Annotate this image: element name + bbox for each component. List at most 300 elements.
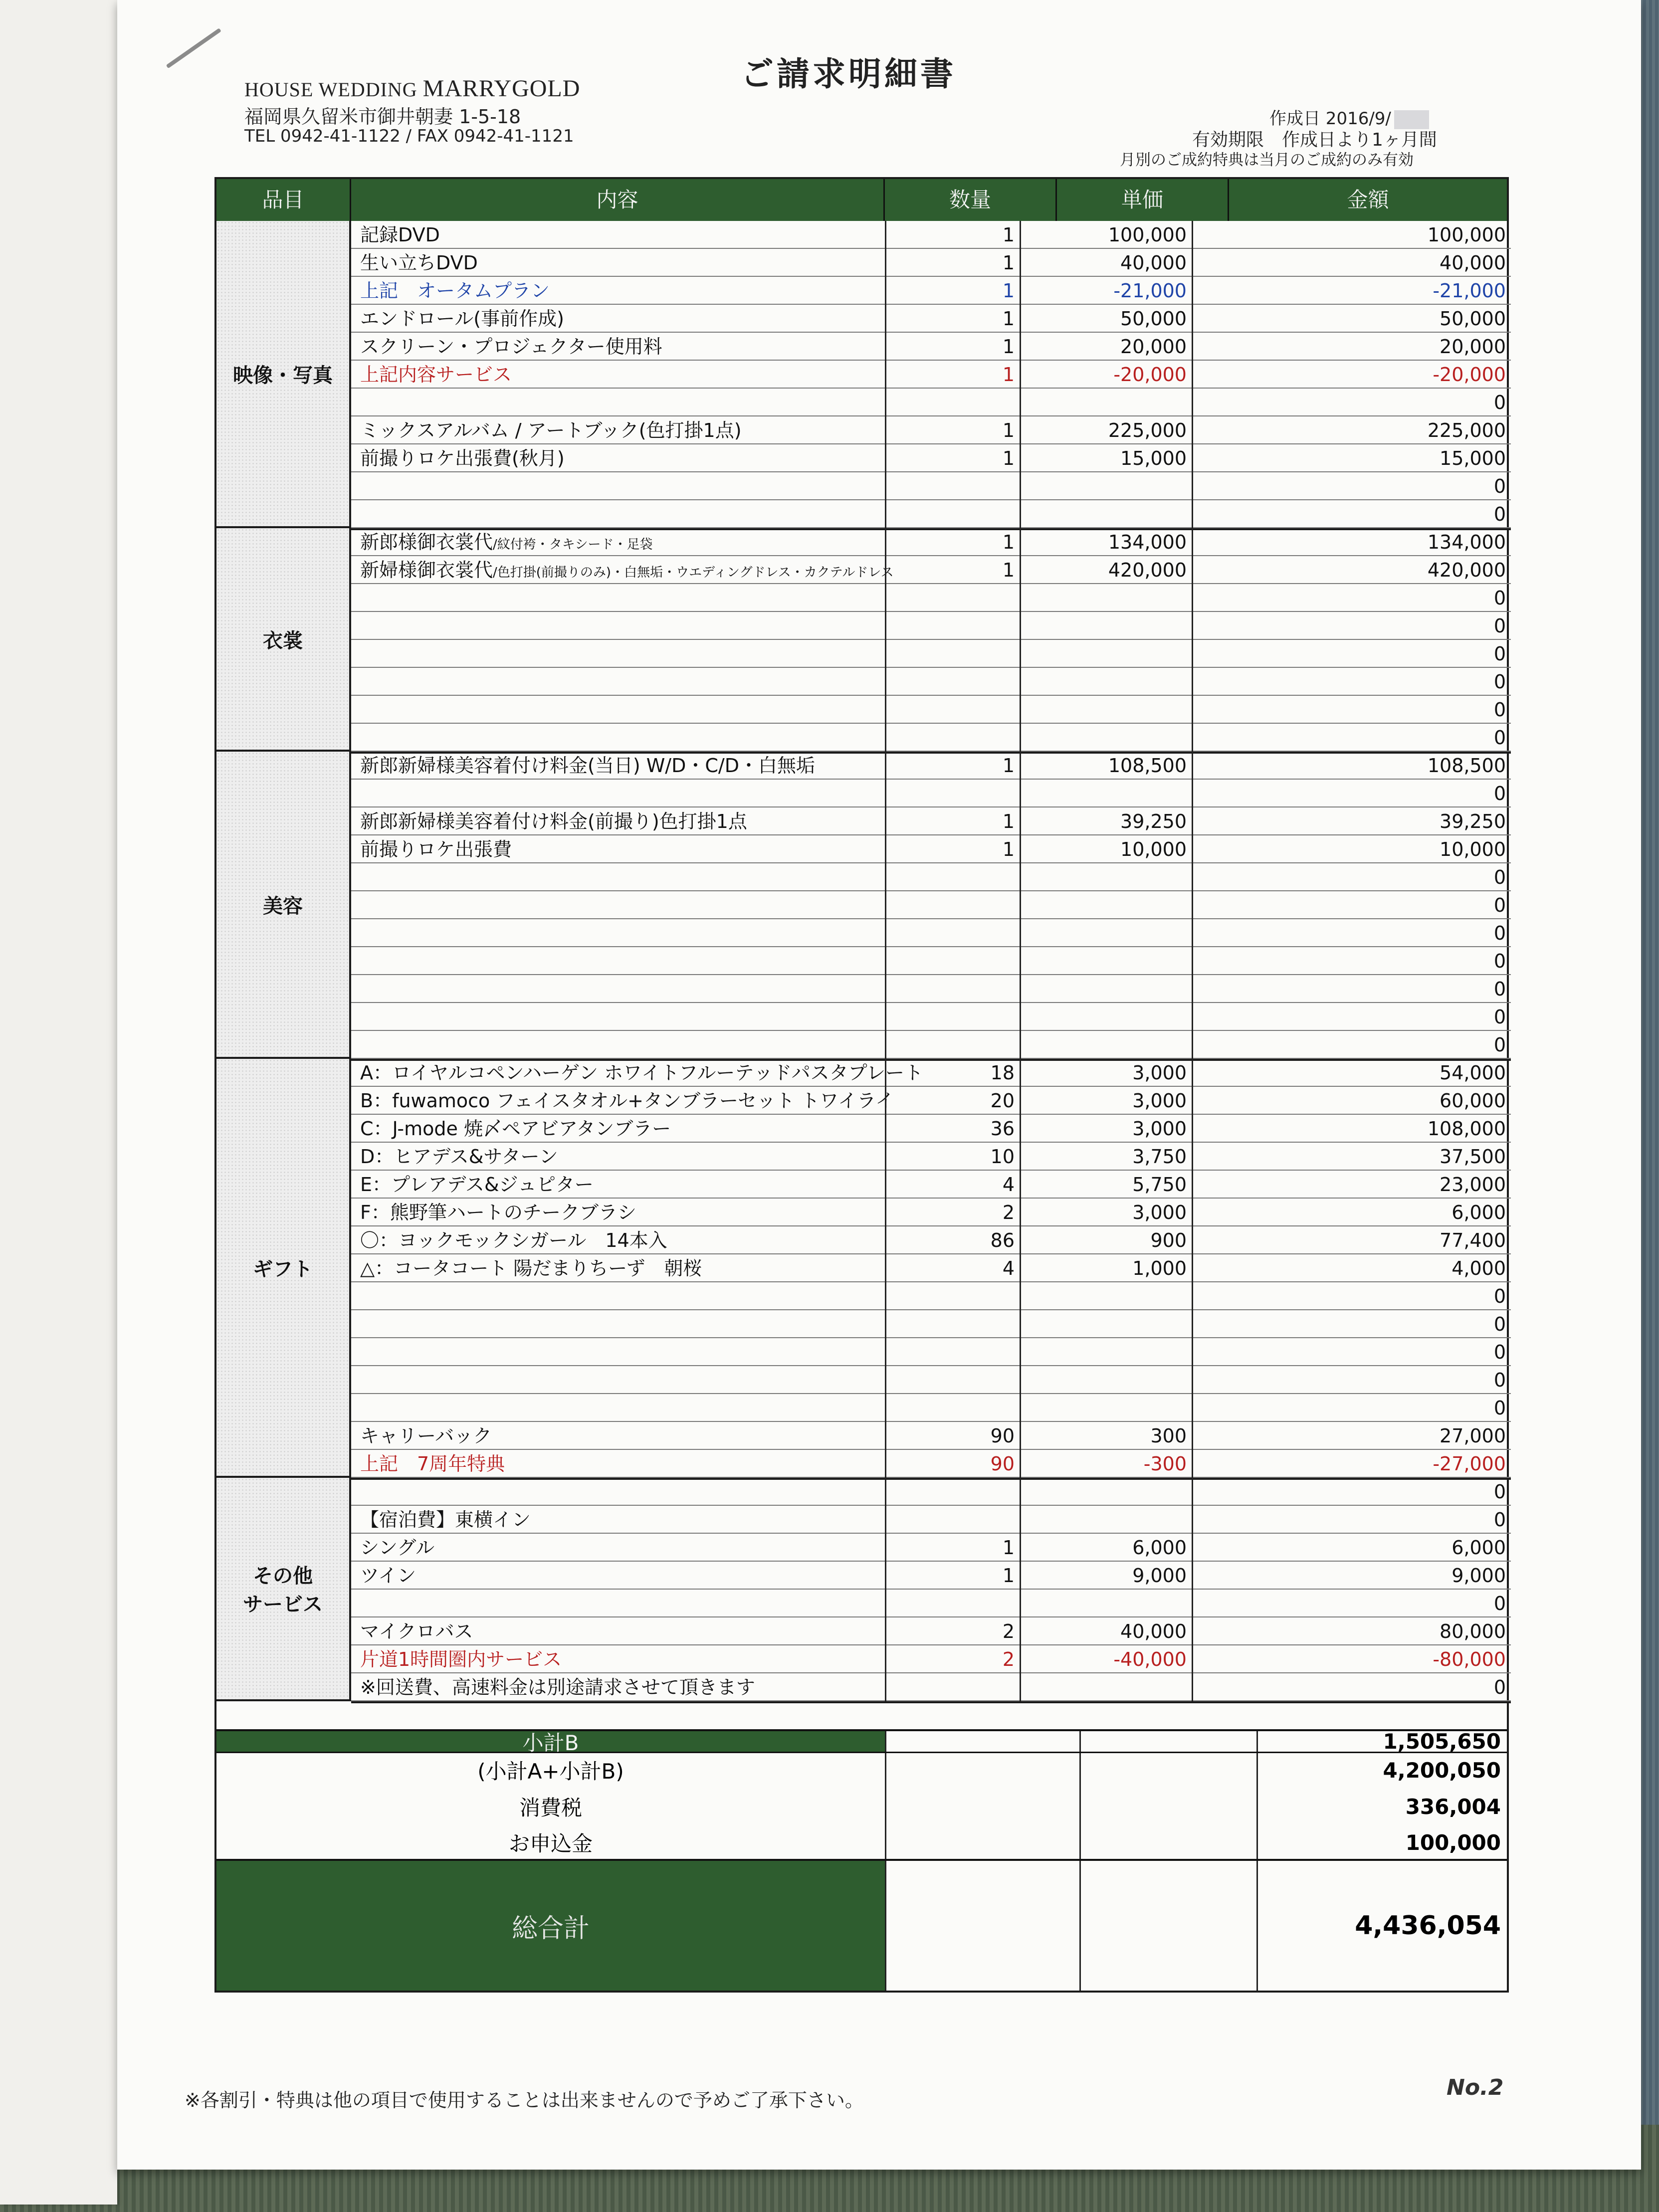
unit-price-cell (1020, 1478, 1192, 1506)
item-text (360, 1147, 558, 1167)
item-name: △：コータコート 陽だまりちーず 朝桜 (360, 1257, 702, 1279)
unit-price-cell (1020, 863, 1192, 891)
table-row (351, 640, 1511, 668)
item-name: 上記 オータムプラン (360, 280, 550, 302)
table-row (351, 556, 1511, 584)
amount-cell: 134,000 (1192, 528, 1511, 556)
footer-note: ※各割引・特典は他の項目で使用することは出来ませんので予めご了承下さい。 (185, 2089, 864, 2111)
amount-cell: -27,000 (1192, 1450, 1511, 1478)
amount-cell: 0 (1192, 975, 1511, 1003)
unit-price-cell: 300 (1020, 1422, 1192, 1450)
unit-price-cell: 20,000 (1020, 333, 1192, 361)
unit-price-cell: 40,000 (1020, 1617, 1192, 1645)
unit-price-cell (1020, 668, 1192, 696)
unit-price-cell: -40,000 (1020, 1645, 1192, 1673)
table-row (351, 1562, 1511, 1590)
item-text (360, 1091, 894, 1111)
tax-blank-2 (1079, 1787, 1256, 1826)
sum-ab-row (216, 1753, 1507, 1787)
grand-total-blank-2 (1079, 1861, 1256, 1991)
qty-cell (885, 612, 1020, 640)
item-name: 新郎新婦様美容着付け料金(当日) W/D・C/D・白無垢 (360, 755, 815, 777)
unit-price-cell (1020, 1590, 1192, 1617)
item-text (360, 365, 512, 385)
item-name: キャリーバック (360, 1425, 492, 1447)
section-rows (351, 221, 1511, 530)
amount-cell: 0 (1192, 1673, 1511, 1701)
qty-cell: 2 (885, 1199, 1020, 1226)
qty-cell (885, 696, 1020, 724)
tax-row (216, 1787, 1507, 1826)
previous-sheet (0, 0, 117, 2205)
amount-cell: 0 (1192, 668, 1511, 696)
subtotal-b-blank-2 (1079, 1731, 1256, 1752)
item-text (360, 1426, 492, 1446)
table-row (351, 1282, 1511, 1310)
table-row (351, 807, 1511, 835)
amount-cell: 0 (1192, 947, 1511, 975)
amount-cell: 0 (1192, 780, 1511, 807)
qty-cell: 20 (885, 1087, 1020, 1115)
amount-cell: 60,000 (1192, 1087, 1511, 1115)
unit-price-cell: 3,000 (1020, 1199, 1192, 1226)
item-name: E：プレアデス&ジュピター (360, 1174, 594, 1196)
unit-price-cell: 108,500 (1020, 752, 1192, 780)
item-text (360, 1649, 562, 1669)
item-detail: /色打掛(前撮りのみ)・白無垢・ウエディングドレス・カクテルドレス (493, 565, 894, 580)
table-row (351, 780, 1511, 807)
amount-cell: -80,000 (1192, 1645, 1511, 1673)
category-label: 美容 (216, 752, 351, 1059)
table-row (351, 472, 1511, 500)
item-name: D：ヒアデス&サターン (360, 1146, 558, 1168)
table-row (351, 1394, 1511, 1422)
table-row (351, 1115, 1511, 1143)
table-row (351, 975, 1511, 1003)
unit-price-cell: -300 (1020, 1450, 1192, 1478)
amount-cell: 0 (1192, 919, 1511, 947)
item-text (360, 253, 478, 273)
page-title: ご請求明細書 (741, 55, 956, 93)
item-text (360, 1566, 416, 1586)
unit-price-cell (1020, 1338, 1192, 1366)
unit-price-cell (1020, 696, 1192, 724)
table-row (351, 1590, 1511, 1617)
qty-cell: 1 (885, 528, 1020, 556)
table-row (351, 1673, 1511, 1701)
table-row (351, 668, 1511, 696)
monthly-note: 月別のご成約特典は当月のご成約のみ有効 (1120, 151, 1414, 169)
unit-price-cell: 5,750 (1020, 1171, 1192, 1199)
qty-cell: 90 (885, 1422, 1020, 1450)
unit-price-cell (1020, 389, 1192, 416)
item-text (360, 756, 815, 776)
table-row (351, 1450, 1511, 1478)
amount-cell: 108,500 (1192, 752, 1511, 780)
qty-cell (885, 1310, 1020, 1338)
deposit-value: 100,000 (1256, 1826, 1507, 1859)
item-name: 新郎新婦様美容着付け料金(前撮り)色打掛1点 (360, 810, 747, 832)
category-label: 映像・写真 (216, 221, 351, 528)
amount-cell: 20,000 (1192, 333, 1511, 361)
item-name: F：熊野筆ハートのチークブラシ (360, 1202, 636, 1223)
item-detail: /紋付袴・タキシード・足袋 (493, 537, 653, 552)
item-text (360, 1538, 434, 1558)
amount-cell: 9,000 (1192, 1562, 1511, 1590)
unit-price-cell (1020, 584, 1192, 612)
grand-total-row (216, 1861, 1507, 1991)
amount-cell: 0 (1192, 1366, 1511, 1394)
item-name: ※回送費、高速料金は別途請求させて頂きます (360, 1676, 755, 1698)
table-row (351, 1087, 1511, 1115)
unit-price-cell (1020, 975, 1192, 1003)
item-name: ミックスアルバム / アートブック(色打掛1点) (360, 419, 742, 441)
unit-price-cell: 900 (1020, 1226, 1192, 1254)
item-name: 新婦様御衣裳代 (360, 559, 493, 581)
qty-cell: 2 (885, 1617, 1020, 1645)
table-row (351, 1003, 1511, 1031)
section-rows (351, 1478, 1511, 1703)
table-row (351, 584, 1511, 612)
col-header-amount: 金額 (1229, 179, 1507, 221)
unit-price-cell (1020, 1031, 1192, 1059)
qty-cell: 1 (885, 361, 1020, 389)
amount-cell: 6,000 (1192, 1534, 1511, 1562)
amount-cell: 0 (1192, 1338, 1511, 1366)
qty-cell (885, 1394, 1020, 1422)
qty-cell: 36 (885, 1115, 1020, 1143)
item-text (360, 560, 894, 583)
unit-price-cell: 3,000 (1020, 1115, 1192, 1143)
page-number: No.2 (1447, 2075, 1504, 2100)
amount-cell: 15,000 (1192, 444, 1511, 472)
qty-cell (885, 1282, 1020, 1310)
item-text (360, 1510, 531, 1530)
item-name: 新郎様御衣裳代 (360, 531, 493, 553)
unit-price-cell (1020, 1310, 1192, 1338)
item-text (360, 1230, 667, 1250)
item-text (360, 281, 550, 301)
table-row (351, 416, 1511, 444)
qty-cell (885, 1506, 1020, 1534)
subtotal-b-label: 小計B (216, 1731, 885, 1752)
unit-price-cell (1020, 891, 1192, 919)
unit-price-cell: 225,000 (1020, 416, 1192, 444)
item-name: スクリーン・プロジェクター使用料 (360, 336, 662, 358)
unit-price-cell (1020, 919, 1192, 947)
table-row (351, 333, 1511, 361)
item-name: 生い立ちDVD (360, 252, 478, 274)
table-row (351, 1199, 1511, 1226)
qty-cell: 1 (885, 277, 1020, 305)
amount-cell: 108,000 (1192, 1115, 1511, 1143)
table-row (351, 863, 1511, 891)
table-row (351, 361, 1511, 389)
section-rows (351, 752, 1511, 1061)
unit-price-cell (1020, 1394, 1192, 1422)
table-row (351, 835, 1511, 863)
grand-total-label: 総合計 (216, 1861, 885, 1991)
unit-price-cell: 1,000 (1020, 1254, 1192, 1282)
unit-price-cell (1020, 1282, 1192, 1310)
table-row (351, 221, 1511, 249)
amount-cell: -21,000 (1192, 277, 1511, 305)
item-name: 上記 7周年特典 (360, 1453, 505, 1475)
item-name: 記録DVD (360, 224, 440, 246)
item-text (360, 1258, 702, 1278)
qty-cell (885, 584, 1020, 612)
unit-price-cell (1020, 947, 1192, 975)
invoice-sheet (117, 0, 1641, 2170)
item-name: 前撮りロケ出張費 (360, 838, 512, 860)
table-row (351, 947, 1511, 975)
table-row (351, 1338, 1511, 1366)
col-header-qty: 数量 (885, 179, 1057, 221)
category-label: 衣裳 (216, 528, 351, 752)
deposit-label: お申込金 (508, 1831, 593, 1856)
qty-cell (885, 863, 1020, 891)
item-text (360, 811, 747, 831)
table-row (351, 389, 1511, 416)
unit-price-cell: 3,750 (1020, 1143, 1192, 1171)
amount-cell: 0 (1192, 1031, 1511, 1059)
unit-price-cell (1020, 780, 1192, 807)
amount-cell: 0 (1192, 612, 1511, 640)
table-row (351, 891, 1511, 919)
table-row (351, 612, 1511, 640)
unit-price-cell: 420,000 (1020, 556, 1192, 584)
item-text (360, 1203, 636, 1222)
qty-cell (885, 1003, 1020, 1031)
validity-period: 有効期限 作成日より1ヶ月間 (1192, 130, 1437, 150)
deposit-row (216, 1826, 1507, 1861)
amount-cell: 0 (1192, 500, 1511, 528)
amount-cell: 0 (1192, 863, 1511, 891)
amount-cell: 0 (1192, 724, 1511, 752)
qty-cell: 18 (885, 1059, 1020, 1087)
amount-cell: 0 (1192, 1310, 1511, 1338)
sum-ab-value: 4,200,050 (1256, 1753, 1507, 1787)
unit-price-cell (1020, 612, 1192, 640)
invoice-table (214, 177, 1509, 1993)
tax-value: 336,004 (1256, 1787, 1507, 1826)
unit-price-cell: 50,000 (1020, 305, 1192, 333)
deposit-blank (885, 1826, 1079, 1859)
item-text (360, 839, 512, 859)
qty-cell (885, 1478, 1020, 1506)
subtotal-b-row (216, 1729, 1507, 1753)
qty-cell (885, 1031, 1020, 1059)
unit-price-cell (1020, 500, 1192, 528)
item-name: 【宿泊費】東横イン (360, 1509, 531, 1531)
qty-cell (885, 919, 1020, 947)
sum-ab-blank (885, 1753, 1079, 1787)
qty-cell (885, 947, 1020, 975)
table-row (351, 500, 1511, 528)
table-row (351, 1506, 1511, 1534)
qty-cell: 86 (885, 1226, 1020, 1254)
item-text (360, 1119, 671, 1139)
unit-price-cell (1020, 640, 1192, 668)
table-row (351, 1534, 1511, 1562)
table-row (351, 724, 1511, 752)
item-name: エンドロール(事前作成) (360, 308, 564, 330)
qty-cell (885, 472, 1020, 500)
subtotal-b-blank (885, 1731, 1079, 1752)
table-row (351, 305, 1511, 333)
qty-cell: 4 (885, 1254, 1020, 1282)
qty-cell (885, 975, 1020, 1003)
unit-price-cell: 134,000 (1020, 528, 1192, 556)
amount-cell: 54,000 (1192, 1059, 1511, 1087)
created-date: 作成日 2016/9/ (1269, 105, 1429, 129)
item-text (360, 532, 653, 555)
tax-blank (885, 1787, 1079, 1826)
amount-cell: -20,000 (1192, 361, 1511, 389)
item-text (360, 1621, 473, 1641)
company-address: 福岡県久留米市御井朝妻 1-5-18 (244, 106, 521, 128)
qty-cell (885, 780, 1020, 807)
table-row (351, 1478, 1511, 1506)
unit-price-cell: 9,000 (1020, 1562, 1192, 1590)
item-text (360, 337, 662, 357)
qty-cell (885, 724, 1020, 752)
amount-cell: 37,500 (1192, 1143, 1511, 1171)
category-label: その他 サービス (216, 1478, 351, 1701)
item-text (360, 309, 564, 329)
amount-cell: 0 (1192, 1506, 1511, 1534)
table-row (351, 277, 1511, 305)
qty-cell (885, 389, 1020, 416)
item-name: シングル (360, 1537, 435, 1559)
deposit-blank-2 (1079, 1826, 1256, 1859)
qty-cell: 1 (885, 444, 1020, 472)
table-row (351, 1143, 1511, 1171)
grand-total-blank (885, 1861, 1079, 1991)
company-name: HOUSE WEDDING MARRYGOLD (244, 75, 581, 102)
amount-cell: 0 (1192, 1590, 1511, 1617)
amount-cell: 0 (1192, 1478, 1511, 1506)
col-header-unit: 単価 (1057, 179, 1229, 221)
amount-cell: 0 (1192, 891, 1511, 919)
item-text (360, 1063, 923, 1083)
amount-cell: 50,000 (1192, 305, 1511, 333)
qty-cell: 1 (885, 556, 1020, 584)
item-text (360, 1175, 594, 1195)
table-row (351, 919, 1511, 947)
amount-cell: 6,000 (1192, 1199, 1511, 1226)
amount-cell: 0 (1192, 696, 1511, 724)
item-name: C：J-mode 焼〆ペアビアタンブラー (360, 1118, 671, 1140)
item-text (360, 448, 565, 468)
grand-total-value: 4,436,054 (1256, 1861, 1507, 1991)
qty-cell (885, 1366, 1020, 1394)
amount-cell: 420,000 (1192, 556, 1511, 584)
qty-cell (885, 500, 1020, 528)
unit-price-cell: 100,000 (1020, 221, 1192, 249)
amount-cell: 39,250 (1192, 807, 1511, 835)
tax-label: 消費税 (519, 1796, 582, 1820)
company-contact: TEL 0942-41-1122 / FAX 0942-41-1121 (244, 126, 574, 146)
unit-price-cell (1020, 1673, 1192, 1701)
table-row (351, 1422, 1511, 1450)
qty-cell: 1 (885, 752, 1020, 780)
table-row (351, 1366, 1511, 1394)
item-name: 前撮りロケ出張費(秋月) (360, 447, 565, 469)
table-row (351, 1171, 1511, 1199)
qty-cell: 1 (885, 416, 1020, 444)
item-name: B：fuwamoco フェイスタオル+タンブラーセット トワイライ (360, 1090, 894, 1112)
amount-cell: 0 (1192, 1003, 1511, 1031)
section-rows (351, 528, 1511, 754)
sum-ab-label: (小計A+小計B) (477, 1759, 624, 1784)
table-row (351, 1254, 1511, 1282)
unit-price-cell: 15,000 (1020, 444, 1192, 472)
amount-cell: 40,000 (1192, 249, 1511, 277)
amount-cell: 0 (1192, 584, 1511, 612)
unit-price-cell (1020, 1506, 1192, 1534)
qty-cell (885, 1338, 1020, 1366)
unit-price-cell (1020, 724, 1192, 752)
qty-cell: 1 (885, 807, 1020, 835)
item-name: 上記内容サービス (360, 364, 512, 386)
qty-cell (885, 640, 1020, 668)
table-row (351, 752, 1511, 780)
table-row (351, 444, 1511, 472)
item-name: 片道1時間圏内サービス (360, 1648, 562, 1670)
qty-cell: 1 (885, 249, 1020, 277)
amount-cell: 100,000 (1192, 221, 1511, 249)
col-header-content: 内容 (351, 179, 885, 221)
amount-cell: 225,000 (1192, 416, 1511, 444)
qty-cell: 1 (885, 221, 1020, 249)
table-row (351, 696, 1511, 724)
subtotal-b-value: 1,505,650 (1256, 1731, 1507, 1752)
unit-price-cell (1020, 472, 1192, 500)
amount-cell: 80,000 (1192, 1617, 1511, 1645)
amount-cell: 0 (1192, 389, 1511, 416)
item-text (360, 225, 440, 245)
qty-cell (885, 1590, 1020, 1617)
amount-cell: 0 (1192, 640, 1511, 668)
unit-price-cell: -20,000 (1020, 361, 1192, 389)
unit-price-cell (1020, 1003, 1192, 1031)
item-text (360, 1677, 755, 1697)
item-name: ツイン (360, 1565, 416, 1587)
item-name: 〇：ヨックモックシガール 14本入 (360, 1229, 667, 1251)
table-row (351, 1617, 1511, 1645)
qty-cell: 1 (885, 1534, 1020, 1562)
unit-price-cell: 6,000 (1020, 1534, 1192, 1562)
unit-price-cell (1020, 1366, 1192, 1394)
amount-cell: 27,000 (1192, 1422, 1511, 1450)
amount-cell: 10,000 (1192, 835, 1511, 863)
col-header-category: 品目 (216, 179, 351, 221)
unit-price-cell: 40,000 (1020, 249, 1192, 277)
table-row (351, 1645, 1511, 1673)
unit-price-cell: 10,000 (1020, 835, 1192, 863)
amount-cell: 0 (1192, 1282, 1511, 1310)
qty-cell: 1 (885, 333, 1020, 361)
qty-cell (885, 1673, 1020, 1701)
qty-cell: 1 (885, 305, 1020, 333)
qty-cell: 10 (885, 1143, 1020, 1171)
amount-cell: 23,000 (1192, 1171, 1511, 1199)
item-text (360, 420, 742, 440)
sum-ab-blank-2 (1079, 1753, 1256, 1787)
unit-price-cell: -21,000 (1020, 277, 1192, 305)
qty-cell: 1 (885, 835, 1020, 863)
